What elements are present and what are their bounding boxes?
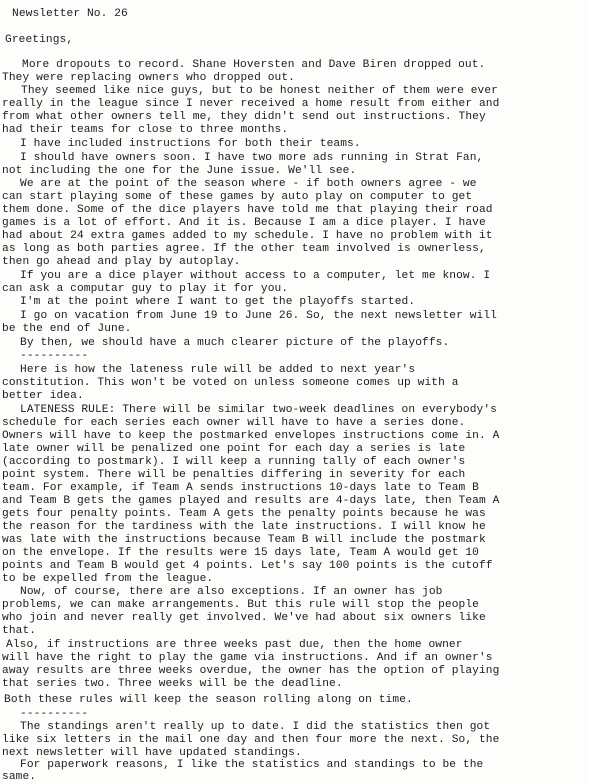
text-line: late owner will be penalized one point for each day a series is late: [2, 443, 466, 455]
text-line: from what other owners tell me, they didn't send out instructions. They: [2, 111, 486, 123]
text-line: By then, we should have a much clearer picture of the playoffs.: [20, 337, 450, 349]
text-line: had about 24 extra games added to my schedule. I have no problem with it: [2, 230, 493, 242]
text-line: to be expelled from the league.: [2, 573, 214, 585]
text-line: Both these rules will keep the season rolling along on time.: [4, 694, 413, 706]
text-line: Owners will have to keep the postmarked envelopes instructions come in. A: [2, 430, 500, 442]
text-line: gets four penalty points. Team A gets the penalty points because he was: [2, 508, 486, 520]
text-line: I should have owners soon. I have two more ads running in Strat Fan,: [20, 152, 484, 164]
text-line: be the end of June.: [2, 323, 132, 335]
text-line: on the envelope. If the results were 15 days late, Team A would get 10: [2, 547, 479, 559]
text-line: as long as both parties agree. If the other team involved is ownerless,: [2, 243, 486, 255]
text-line: like six letters in the mail one day and then four more the next. So, the: [2, 734, 500, 746]
text-line: games is a lot of effort. And it is. Because I am a dice player. I have: [2, 217, 486, 229]
text-line: that series two. Three weeks will be the deadline.: [2, 678, 343, 690]
text-line: then go ahead and play by autoplay.: [2, 256, 241, 268]
text-line: away results are three weeks overdue, the owner has the option of playing: [2, 665, 500, 677]
text-line: really in the league since I never received a home result from either and: [2, 98, 500, 110]
text-line: Also, if instructions are three weeks past due, then the home owner: [6, 639, 463, 651]
text-line: If you are a dice player without access to a computer, let me know. I: [20, 270, 491, 282]
text-line: For paperwork reasons, I like the statistics and standings to be the: [20, 759, 484, 771]
text-line: can ask a computar guy to play it for you.: [2, 283, 289, 295]
text-line: constitution. This won't be voted on unless someone comes up with a: [2, 377, 459, 389]
text-line: I'm at the point where I want to get the playoffs started.: [20, 296, 416, 308]
text-line: same.: [2, 771, 37, 783]
lateness-rule-heading-line: LATENESS RULE: There will be similar two-week deadlines on everybody's: [20, 404, 497, 416]
text-line: Now, of course, there are also exceptions. If an owner has job: [20, 586, 443, 598]
text-line: I have included instructions for both their teams.: [20, 138, 361, 150]
text-line: will have the right to play the game via instructions. And if an owner's: [2, 652, 493, 664]
text-line: problems, we can make arrangements. But this rule will stop the people: [2, 599, 479, 611]
text-line: not including the one for the June issue. We'll see.: [2, 165, 357, 177]
text-line: They seemed like nice guys, but to be honest neither of them were ever: [21, 85, 498, 97]
text-line: The standings aren't really up to date. I did the statistics then got: [20, 721, 491, 733]
text-line: was late with the instructions because Team B will include the postmark: [2, 534, 486, 546]
text-line: They were replacing owners who dropped out.: [2, 72, 295, 84]
text-line: Here is how the lateness rule will be added to next year's: [20, 364, 416, 376]
text-line: (according to postmark). I will keep a running tally of each owner's: [2, 456, 466, 468]
text-line: point system. There will be penalties differing in severity for each: [2, 469, 466, 481]
text-line: schedule for each series each owner will have to have a series done.: [2, 417, 466, 429]
text-line: I go on vacation from June 19 to June 26. So, the next newsletter will: [20, 310, 497, 322]
text-line: and Team B gets the games played and results are 4-days late, then Team A: [2, 495, 500, 507]
newsletter-title: Newsletter No. 26: [12, 8, 128, 20]
text-line: next newsletter will have updated standings.: [2, 747, 302, 759]
text-line: the reason for the tardiness with the late instructions. I will know he: [2, 521, 486, 533]
greeting-line: Greetings,: [5, 34, 74, 46]
text-line: We are at the point of the season where - if both owners agree - we: [20, 178, 477, 190]
section-divider: ----------: [20, 708, 89, 720]
section-divider: ----------: [20, 350, 89, 362]
text-line: that.: [2, 625, 37, 637]
text-line: can start playing some of these games by auto play on computer to get: [2, 191, 473, 203]
text-line: points and Team B would get 4 points. Let's say 100 points is the cutoff: [2, 560, 493, 572]
text-line: More dropouts to record. Shane Hoversten and Dave Biren dropped out.: [22, 59, 486, 71]
text-line: them done. Some of the dice players have told me that playing their road: [2, 204, 493, 216]
text-line: had their teams for close to three months.: [2, 124, 289, 136]
text-line: team. For example, if Team A sends instructions 10-days late to Team B: [2, 482, 479, 494]
text-line: who join and never really get involved. We've had about six owners like: [2, 612, 486, 624]
text-line: better idea.: [2, 390, 84, 402]
